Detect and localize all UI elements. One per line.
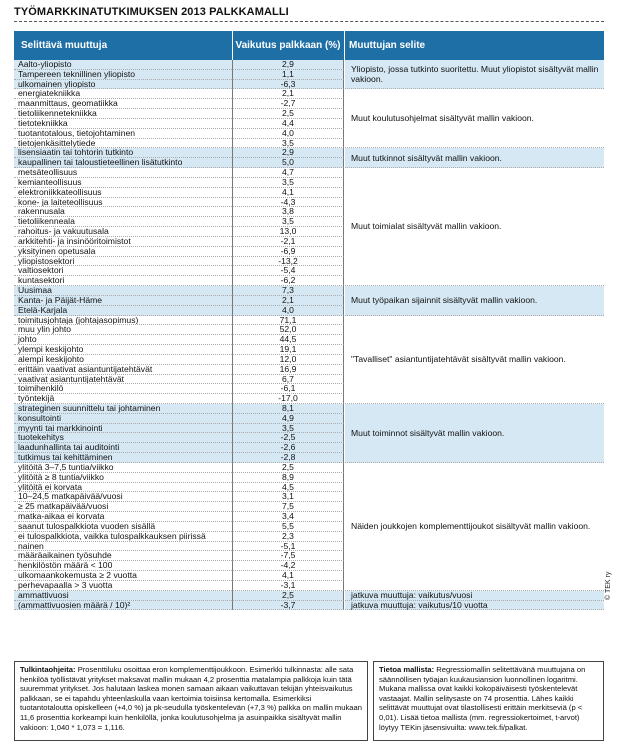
- salary-model-table: [14, 31, 604, 648]
- variable-cell: ulkomaankokemusta ≥ 2 vuotta: [14, 571, 232, 581]
- variable-cell: perhevapaalla > 3 vuotta: [14, 581, 232, 591]
- description-text: Yliopisto, jossa tutkinto suoritettu. Muut yliopistot sisältyvät mallin vakioon.: [351, 63, 599, 85]
- description-text: Muut toimialat sisältyvät mallin vakioon.: [351, 221, 502, 232]
- effect-cell: 2,9: [232, 148, 344, 158]
- effect-cell: 2,5: [232, 463, 344, 473]
- description-cell: [345, 463, 604, 591]
- description-text: Muut tutkinnot sisältyvät mallin vakioon.: [351, 152, 502, 163]
- variable-cell: tietojenkäsittelytiede: [14, 139, 232, 149]
- effect-cell: 3,5: [232, 139, 344, 149]
- page-title: TYÖMARKKINATUTKIMUKSEN 2013 PALKKAMALLI: [14, 6, 289, 18]
- variable-cell: tuotantotalous, tietojohtaminen: [14, 129, 232, 139]
- effect-cell: 19,1: [232, 345, 344, 355]
- effect-cell: 52,0: [232, 325, 344, 335]
- variable-cell: kemianteollisuus: [14, 178, 232, 188]
- description-cell: [345, 148, 604, 168]
- description-cell: [345, 404, 604, 463]
- table-header: [14, 31, 604, 60]
- copyright-credit: © TEK ry: [605, 571, 612, 600]
- variable-cell: tietoliikenneala: [14, 217, 232, 227]
- variable-cell: ylempi keskijohto: [14, 345, 232, 355]
- variable-cell: Uusimaa: [14, 286, 232, 296]
- variable-cell: arkkitehti- ja insinööritoimistot: [14, 237, 232, 247]
- model-info-heading: Tietoa mallista:: [379, 665, 435, 674]
- effect-cell: -7,5: [232, 551, 344, 561]
- effect-cell: -4,2: [232, 561, 344, 571]
- effect-cell: 13,0: [232, 227, 344, 237]
- description-cell: [345, 60, 604, 89]
- effect-cell: -6,9: [232, 247, 344, 257]
- effect-cell: -3,1: [232, 581, 344, 591]
- effect-cell: 4,1: [232, 188, 344, 198]
- variable-cell: ei tulospalkkiota, vaikka tulospalkkauksen piirissä: [14, 532, 232, 542]
- description-cell: [345, 316, 604, 404]
- effect-cell: 4,7: [232, 168, 344, 178]
- variable-cell: strateginen suunnittelu tai johtaminen: [14, 404, 232, 414]
- effect-cell: 2,5: [232, 109, 344, 119]
- variable-cell: maanmittaus, geomatiikka: [14, 99, 232, 109]
- interpretation-note: [14, 661, 368, 741]
- title-divider: [14, 21, 604, 22]
- interpretation-heading: Tulkintaohjeita:: [20, 665, 76, 674]
- effect-cell: -2,8: [232, 453, 344, 463]
- effect-cell: -6,3: [232, 80, 344, 90]
- effect-cell: -2,5: [232, 433, 344, 443]
- model-info-note: [373, 661, 604, 741]
- variable-cell: ylitöitä 3–7,5 tuntia/viikko: [14, 463, 232, 473]
- variable-cell: tietotekniikka: [14, 119, 232, 129]
- variable-cell: Kanta- ja Päijät-Häme: [14, 296, 232, 306]
- variable-cell: tietoliikennetekniikka: [14, 109, 232, 119]
- effect-cell: 12,0: [232, 355, 344, 365]
- variable-cell: määräaikainen työsuhde: [14, 551, 232, 561]
- variable-cell: muu ylin johto: [14, 325, 232, 335]
- description-text: Muut koulutusohjelmat sisältyvät mallin vakioon.: [351, 113, 534, 124]
- variable-cell: erittäin vaativat asiantuntijatehtävät: [14, 365, 232, 375]
- effect-cell: -4,3: [232, 198, 344, 208]
- variable-cell: lisensiaatin tai tohtorin tutkinto: [14, 148, 232, 158]
- variable-cell: Aalto-yliopisto: [14, 60, 232, 70]
- variable-cell: toimitusjohtaja (johtajasopimus): [14, 316, 232, 326]
- effect-cell: 4,0: [232, 306, 344, 316]
- effect-cell: 3,5: [232, 178, 344, 188]
- variable-cell: ylitöitä ≥ 8 tuntia/viikko: [14, 473, 232, 483]
- effect-cell: -2,7: [232, 99, 344, 109]
- variable-cell: yliopistosektori: [14, 257, 232, 267]
- description-text: jatkuva muuttuja: vaikutus/vuosi: [351, 589, 473, 600]
- variable-cell: rakennusala: [14, 207, 232, 217]
- variable-cell: (ammattivuosien määrä / 10)²: [14, 601, 232, 611]
- effect-cell: 4,4: [232, 119, 344, 129]
- effect-cell: 4,1: [232, 571, 344, 581]
- variable-cell: nainen: [14, 542, 232, 552]
- effect-cell: -5,1: [232, 542, 344, 552]
- effect-cell: -3,7: [232, 601, 344, 611]
- variable-cell: matka-aikaa ei korvata: [14, 512, 232, 522]
- description-cell: [345, 89, 604, 148]
- effect-cell: -6,2: [232, 276, 344, 286]
- variable-cell: toimihenkilö: [14, 384, 232, 394]
- interpretation-text: Prosenttiluku osoittaa eron komplementtijoukkoon. Esimerkki tulkinnasta: alle sata henkilöä työllistävät yritykset maksavat mallin mukaan 4,2 prosenttia matalampia palkkoja kuin tätä suuremmat yritykset. Jos halutaan laskea monen samaan aikaan vaikuttavan tekijän yhteisvaikutus palkkaan, se ei tapahdu yhteenlaskulla vaan kertoimia toisiinsa kertomalla. Esimerkiksi tuotantotaloutta opiskelleen (+4,0 %) ja pk-seudulla työskentelevän (+7,3 %) palkka on mallin mukaan 11,6 prosenttia korkeampi kuin henkilöllä, jonka koulutusohjelma ja asuinpaikka sisältyvät mallin vakioon: 1,040 * 1,073 = 1,116.: [20, 665, 362, 732]
- effect-cell: 1,1: [232, 70, 344, 80]
- effect-cell: 5,0: [232, 158, 344, 168]
- effect-cell: -2,6: [232, 443, 344, 453]
- header-divider: [344, 31, 345, 60]
- variable-cell: kone- ja laiteteollisuus: [14, 198, 232, 208]
- variable-cell: elektroniikkateollisuus: [14, 188, 232, 198]
- variable-cell: valtiosektori: [14, 266, 232, 276]
- effect-cell: 2,9: [232, 60, 344, 70]
- effect-cell: 8,9: [232, 473, 344, 483]
- effect-cell: -2,1: [232, 237, 344, 247]
- variable-cell: työntekijä: [14, 394, 232, 404]
- variable-cell: metsäteollisuus: [14, 168, 232, 178]
- effect-cell: 4,0: [232, 129, 344, 139]
- variable-cell: kuntasektori: [14, 276, 232, 286]
- description-text: Muut työpaikan sijainnit sisältyvät mallin vakioon.: [351, 295, 538, 306]
- variable-cell: ammattivuosi: [14, 591, 232, 601]
- variable-cell: 10–24,5 matkapäivää/vuosi: [14, 492, 232, 502]
- variable-cell: alempi keskijohto: [14, 355, 232, 365]
- header-effect: Vaikutus palkkaan (%): [235, 40, 341, 51]
- effect-cell: 2,3: [232, 532, 344, 542]
- effect-cell: 3,5: [232, 424, 344, 434]
- variable-cell: johto: [14, 335, 232, 345]
- effect-cell: -13,2: [232, 257, 344, 267]
- effect-cell: 8,1: [232, 404, 344, 414]
- variable-cell: ≥ 25 matkapäivää/vuosi: [14, 502, 232, 512]
- effect-cell: 3,1: [232, 492, 344, 502]
- header-variable: Selittävä muuttuja: [21, 40, 108, 51]
- effect-cell: 2,5: [232, 591, 344, 601]
- model-info-text: Regressiomallin selitettävänä muuttujana on säännöllisen työajan kuukausiansion luonnollinen logaritmi. Mukana mallissa ovat kaikki kokopäiväisesti työskentelevät vastaajat. Mallin selitysaste on 74 prosenttia. Lähes kaikki selittävät muuttujat ovat tilastollisesti erittäin merkitseviä (p < 0,01). Lisää tietoa mallista (mm. regressiokertoimet, t-arvot) löytyy TEKin jäsensivuilta: www.tek.fi/palkat.: [379, 665, 586, 732]
- effect-cell: 7,3: [232, 286, 344, 296]
- effect-cell: 4,5: [232, 483, 344, 493]
- effect-cell: 44,5: [232, 335, 344, 345]
- variable-cell: yksityinen opetusala: [14, 247, 232, 257]
- variable-cell: laadunhallinta tai auditointi: [14, 443, 232, 453]
- variable-cell: myynti tai markkinointi: [14, 424, 232, 434]
- description-text: Näiden joukkojen komplementtijoukot sisältyvät mallin vakioon.: [351, 521, 591, 532]
- effect-cell: 4,9: [232, 414, 344, 424]
- variable-cell: konsultointi: [14, 414, 232, 424]
- effect-cell: 2,1: [232, 296, 344, 306]
- variable-cell: henkilöstön määrä < 100: [14, 561, 232, 571]
- effect-cell: 7,5: [232, 502, 344, 512]
- header-description: Muuttujan selite: [349, 40, 426, 51]
- effect-cell: 3,8: [232, 207, 344, 217]
- variable-cell: tutkimus tai kehittäminen: [14, 453, 232, 463]
- effect-cell: -17,0: [232, 394, 344, 404]
- variable-cell: Etelä-Karjala: [14, 306, 232, 316]
- description-cell: [345, 601, 604, 611]
- effect-cell: 2,1: [232, 89, 344, 99]
- description-text: "Tavalliset" asiantuntijatehtävät sisältyvät mallin vakioon.: [351, 354, 566, 365]
- effect-cell: 6,7: [232, 375, 344, 385]
- effect-cell: -5,4: [232, 266, 344, 276]
- description-text: Muut toiminnot sisältyvät mallin vakioon.: [351, 427, 505, 438]
- variable-cell: saanut tulospalkkiota vuoden sisällä: [14, 522, 232, 532]
- variable-cell: tuotekehitys: [14, 433, 232, 443]
- variable-cell: kaupallinen tai taloustieteellinen lisätutkinto: [14, 158, 232, 168]
- effect-cell: 16,9: [232, 365, 344, 375]
- description-cell: [345, 286, 604, 315]
- effect-cell: 3,5: [232, 217, 344, 227]
- variable-cell: rahoitus- ja vakuutusala: [14, 227, 232, 237]
- description-text: jatkuva muuttuja: vaikutus/10 vuotta: [351, 599, 488, 610]
- variable-cell: ulkomainen yliopisto: [14, 80, 232, 90]
- effect-cell: 71,1: [232, 316, 344, 326]
- variable-cell: energiatekniikka: [14, 89, 232, 99]
- effect-cell: -6,1: [232, 384, 344, 394]
- variable-cell: vaativat asiantuntijatehtävät: [14, 375, 232, 385]
- effect-cell: 3,4: [232, 512, 344, 522]
- variable-cell: ylitöitä ei korvata: [14, 483, 232, 493]
- description-cell: [345, 168, 604, 286]
- variable-cell: Tampereen teknillinen yliopisto: [14, 70, 232, 80]
- effect-cell: 5,5: [232, 522, 344, 532]
